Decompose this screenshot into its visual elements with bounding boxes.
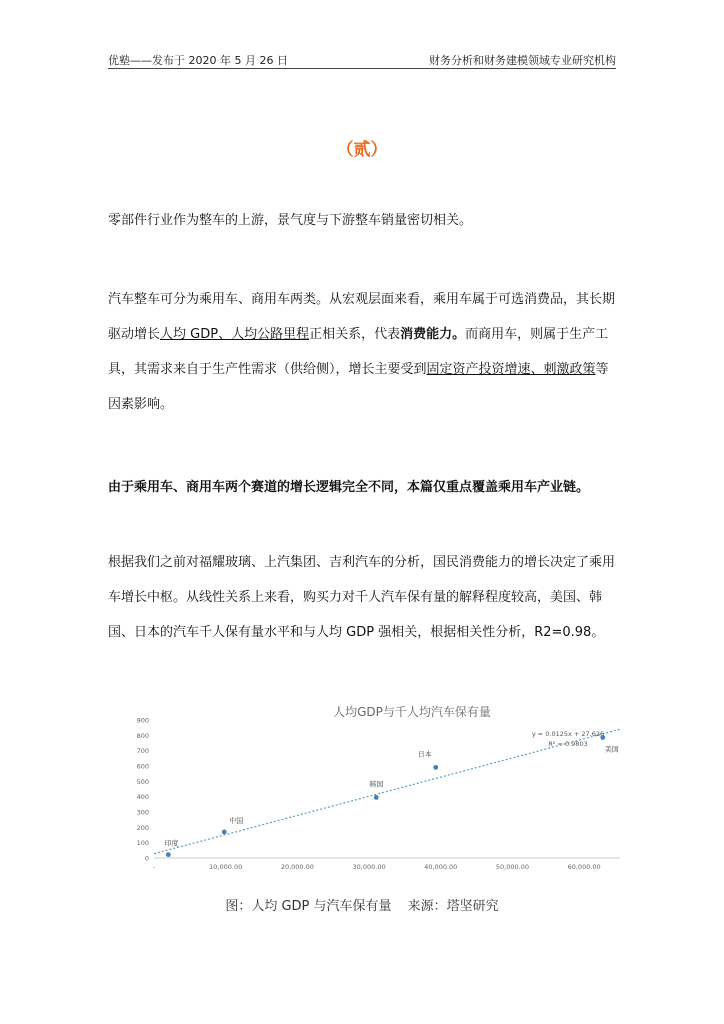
page-header (108, 50, 616, 69)
header-publish-date: 优塾——发布于 2020 年 5 月 26 日 (108, 54, 288, 67)
header-org-name: 财务分析和财务建模领域专业研究机构 (429, 54, 616, 67)
figure-caption (0, 895, 724, 914)
x-tick-label: 10,000.00 (209, 863, 243, 871)
y-tick-label: 900 (136, 716, 149, 725)
section-title: （贰） (336, 140, 388, 160)
y-tick-label: 0 (144, 854, 149, 863)
x-tick-label: 40,000.00 (424, 863, 458, 871)
x-tick-label: - (152, 863, 156, 871)
p2-bold-1: 消费能力。 (400, 327, 466, 342)
chart-svg (122, 700, 630, 885)
x-tick-label: 20,000.00 (280, 863, 314, 871)
paragraph-4: 根据我们之前对福耀玻璃、上汽集团、吉利汽车的分析，国民消费能力的增长决定了乘用车增长中枢。从线性关系上来看，购买力对千人汽车保有量的解释程度较高，美国、韩国、日本的汽车千人保有量水平和与人均 GDP 强相关，根据相关性分析，R2=0.98。 (108, 555, 616, 640)
y-tick-label: 100 (136, 839, 149, 848)
p2-text-3: 而商用车，则属于生产工具，其需求来自于生产性需求（供给侧），增长主要受到 (108, 327, 609, 377)
x-tick-label: 60,000.00 (567, 863, 601, 871)
x-tick-label: 30,000.00 (352, 863, 386, 871)
data-point (374, 795, 379, 800)
data-point-label: 中国 (229, 816, 244, 825)
paragraph-2 (108, 282, 616, 422)
y-tick-label: 700 (136, 747, 149, 756)
data-point (222, 830, 227, 835)
x-tick-label: 50,000.00 (495, 863, 530, 871)
p2-underline-2: 固定资产投资增速、刺激政策 (426, 362, 596, 377)
data-point (166, 852, 171, 857)
paragraph-3: 由于乘用车、商用车两个赛道的增长逻辑完全不同，本篇仅重点覆盖乘用车产业链。 (108, 480, 590, 495)
p2-text-1: 汽车整车可分为乘用车、商用车两类。从宏观层面来看，乘用车属于可选消费品，其长期驱动增长 (108, 292, 616, 342)
data-point-label: 美国 (604, 745, 619, 754)
y-tick-label: 800 (136, 731, 149, 740)
data-point-label: 日本 (417, 750, 432, 759)
gdp-car-ownership-chart (122, 700, 630, 885)
caption-figure-label: 图：人均 GDP 与汽车保有量 (225, 899, 392, 914)
trend-r-squared: R² = 0.9803 (548, 740, 588, 748)
y-tick-label: 400 (136, 793, 149, 802)
data-point-label: 印度 (164, 839, 179, 848)
p2-underline-1: 人均 GDP、人均公路里程 (160, 327, 310, 342)
y-tick-label: 500 (136, 777, 149, 786)
data-point (433, 765, 438, 770)
p2-text-4: 等因素影响。 (108, 362, 609, 412)
data-point-label: 韩国 (369, 780, 384, 789)
caption-source: 来源：塔坚研究 (407, 899, 499, 914)
paragraph-1: 零部件行业作为整车的上游，景气度与下游整车销量密切相关。 (108, 213, 473, 228)
y-tick-label: 300 (136, 808, 149, 817)
trend-equation: y = 0.0125x + 27.626 (531, 730, 605, 738)
y-tick-label: 600 (136, 762, 149, 771)
chart-title: 人均GDP与千人均汽车保有量 (333, 705, 491, 719)
y-tick-label: 200 (136, 823, 149, 832)
p2-text-2: 正相关系，代表 (309, 327, 401, 342)
